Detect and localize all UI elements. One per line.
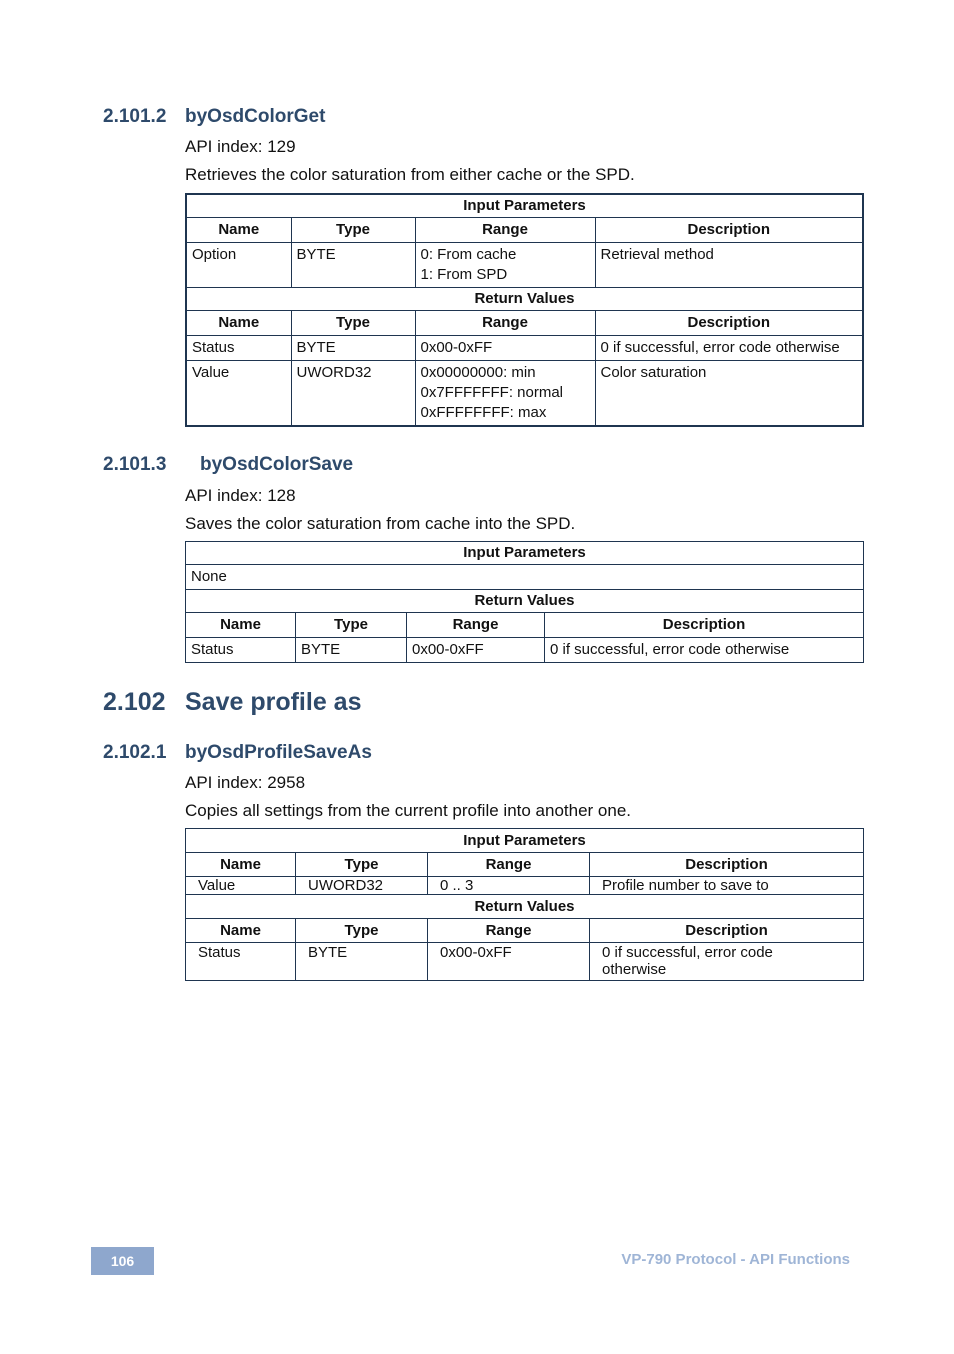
- column-header-range: Range: [415, 311, 595, 336]
- column-header-type: Type: [291, 218, 415, 243]
- column-header-description: Description: [595, 218, 863, 243]
- return-values-header: Return Values: [186, 895, 864, 919]
- return-description: 0 if successful, error code otherwise: [590, 943, 864, 981]
- section-heading-2-101-2: [103, 106, 325, 128]
- return-type: UWORD32: [291, 361, 415, 427]
- column-header-type: Type: [291, 311, 415, 336]
- section-title: byOsdColorSave: [200, 454, 354, 475]
- table-row: [186, 565, 864, 590]
- input-none: None: [186, 565, 864, 590]
- column-header-type: Type: [296, 853, 428, 877]
- return-range: 0x00-0xFF: [428, 943, 590, 981]
- column-header-name: Name: [186, 919, 296, 943]
- column-header-description: Description: [590, 919, 864, 943]
- param-range: 0 .. 3: [428, 877, 590, 895]
- return-range: 0x00-0xFF: [415, 336, 595, 361]
- column-header-name: Name: [186, 218, 291, 243]
- section-number: 2.101.3: [103, 454, 167, 475]
- chapter-number: 2.102: [103, 688, 166, 716]
- chapter-heading-2-102: [103, 688, 361, 717]
- table-row: [186, 943, 864, 981]
- table-row: [186, 336, 863, 361]
- return-name: Status: [186, 336, 291, 361]
- column-header-name: Name: [186, 853, 296, 877]
- section-description: Saves the color saturation from cache into the SPD.: [185, 514, 576, 533]
- return-type: BYTE: [296, 943, 428, 981]
- return-name: Value: [186, 361, 291, 427]
- column-header-name: Name: [186, 613, 296, 638]
- chapter-title: Save profile as: [185, 688, 362, 716]
- column-header-range: Range: [415, 218, 595, 243]
- table-row: [186, 638, 864, 663]
- api-index: API index: 2958: [185, 773, 306, 792]
- return-description: 0 if successful, error code otherwise: [545, 638, 864, 663]
- section-description: Retrieves the color saturation from either cache or the SPD.: [185, 165, 635, 184]
- section-heading-2-102-1: [103, 742, 372, 764]
- return-values-header: Return Values: [186, 288, 863, 311]
- param-range: 0: From cache 1: From SPD: [415, 243, 595, 288]
- column-header-range: Range: [428, 919, 590, 943]
- return-description: 0 if successful, error code otherwise: [595, 336, 863, 361]
- section-heading-2-101-3: [103, 454, 353, 476]
- input-parameters-header: Input Parameters: [186, 829, 864, 853]
- param-name: Value: [186, 877, 296, 895]
- column-header-description: Description: [545, 613, 864, 638]
- param-type: UWORD32: [296, 877, 428, 895]
- column-header-range: Range: [407, 613, 545, 638]
- column-header-type: Type: [296, 613, 407, 638]
- table-row: [186, 361, 863, 427]
- byosdcolorsave-table: [185, 541, 864, 663]
- table-row: [186, 877, 864, 895]
- param-description: Profile number to save to: [590, 877, 864, 895]
- section-number: 2.101.2: [103, 106, 167, 127]
- return-range: 0x00000000: min 0x7FFFFFFF: normal 0xFFFFFFFF: max: [415, 361, 595, 427]
- return-description: Color saturation: [595, 361, 863, 427]
- column-header-description: Description: [590, 853, 864, 877]
- return-name: Status: [186, 638, 296, 663]
- section-title: byOsdProfileSaveAs: [185, 742, 372, 763]
- api-index: API index: 129: [185, 137, 296, 156]
- column-header-range: Range: [428, 853, 590, 877]
- api-index: API index: 128: [185, 486, 296, 505]
- page-number: 106: [91, 1247, 154, 1275]
- param-type: BYTE: [291, 243, 415, 288]
- param-description: Retrieval method: [595, 243, 863, 288]
- return-type: BYTE: [296, 638, 407, 663]
- column-header-description: Description: [595, 311, 863, 336]
- input-parameters-header: Input Parameters: [186, 194, 863, 218]
- table-row: [186, 243, 863, 288]
- return-values-header: Return Values: [186, 590, 864, 613]
- byosdprofilesaveas-table: [185, 828, 864, 981]
- section-number: 2.102.1: [103, 742, 167, 763]
- return-range: 0x00-0xFF: [407, 638, 545, 663]
- section-description: Copies all settings from the current profile into another one.: [185, 801, 632, 820]
- return-name: Status: [186, 943, 296, 981]
- byosdcolorget-table: [185, 193, 864, 427]
- return-type: BYTE: [291, 336, 415, 361]
- column-header-name: Name: [186, 311, 291, 336]
- column-header-type: Type: [296, 919, 428, 943]
- param-name: Option: [186, 243, 291, 288]
- input-parameters-header: Input Parameters: [186, 542, 864, 565]
- footer-title: VP-790 Protocol - API Functions: [621, 1251, 850, 1268]
- section-title: byOsdColorGet: [185, 106, 326, 127]
